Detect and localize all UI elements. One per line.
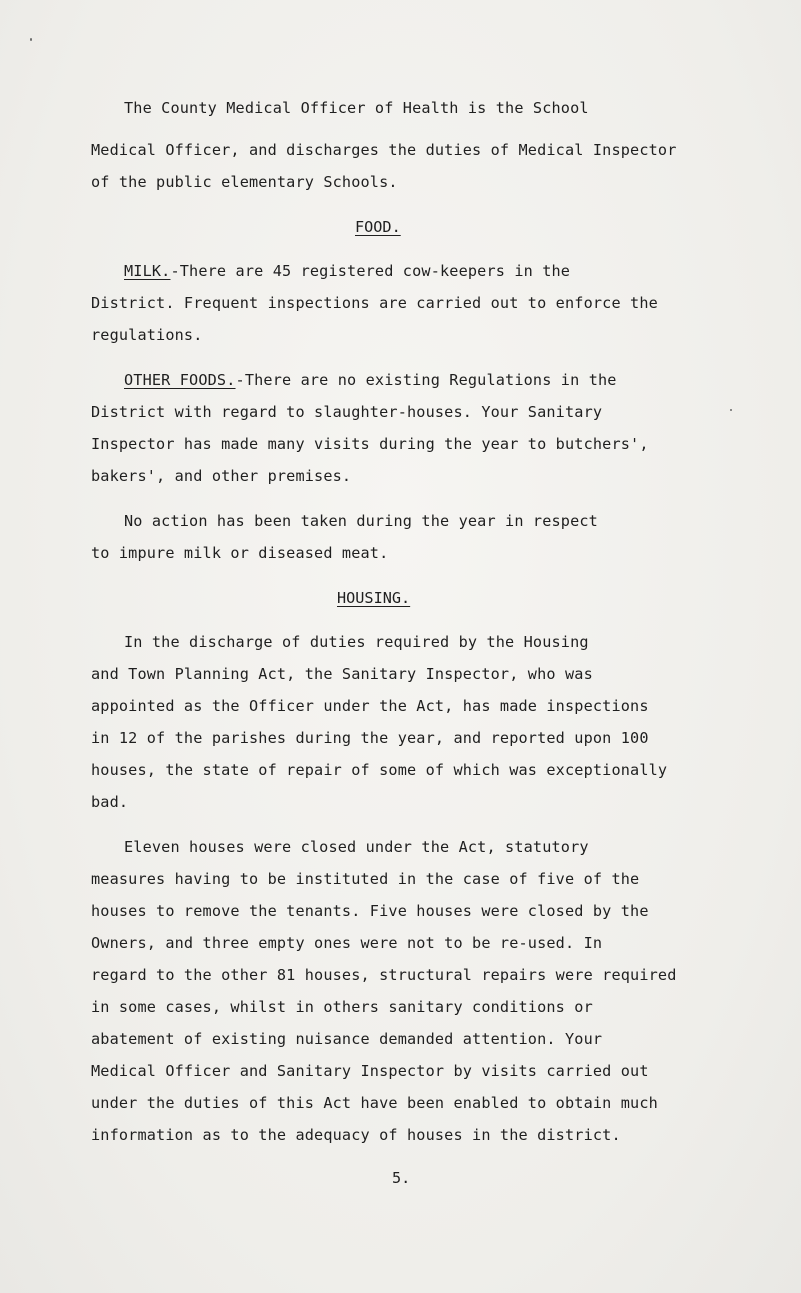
other-foods-line: District with regard to slaughter-houses. Your Sanitary (91, 403, 603, 421)
other-foods-line: Inspector has made many visits during the year to butchers', (91, 435, 649, 453)
housing-para2-line: regard to the other 81 houses, structural repairs were required (91, 966, 677, 984)
other-foods-line: bakers', and other premises. (91, 467, 352, 485)
other-foods-line-first (124, 370, 617, 390)
intro-line: of the public elementary Schools. (91, 173, 398, 191)
intro-line: The County Medical Officer of Health is the School (124, 99, 589, 117)
housing-para1-line: In the discharge of duties required by the Housing (124, 633, 589, 651)
scan-speck (30, 38, 32, 41)
housing-para2-line: abatement of existing nuisance demanded attention. Your (91, 1030, 603, 1048)
housing-para2-line: Eleven houses were closed under the Act, statutory (124, 838, 589, 856)
housing-para2-line: measures having to be instituted in the case of five of the (91, 870, 640, 888)
milk-line: regulations. (91, 326, 203, 344)
no-action-line: to impure milk or diseased meat. (91, 544, 389, 562)
no-action-line: No action has been taken during the year in respect (124, 512, 598, 530)
milk-label: MILK. (124, 262, 171, 280)
housing-para1-line: and Town Planning Act, the Sanitary Inspector, who was (91, 665, 593, 683)
housing-heading: HOUSING. (337, 589, 411, 607)
housing-para2-line: Medical Officer and Sanitary Inspector by visits carried out (91, 1062, 649, 1080)
housing-para2-line: information as to the adequacy of houses in the district. (91, 1126, 621, 1144)
housing-para1-line: houses, the state of repair of some of which was exceptionally (91, 761, 668, 779)
housing-para1-line: in 12 of the parishes during the year, and reported upon 100 (91, 729, 649, 747)
scan-speck (730, 409, 732, 411)
page-number: 5. (392, 1169, 411, 1187)
milk-line-rest: -There are 45 registered cow-keepers in the (170, 262, 571, 280)
milk-line: District. Frequent inspections are carried out to enforce the (91, 294, 658, 312)
food-heading: FOOD. (355, 218, 401, 236)
other-foods-line-rest: -There are no existing Regulations in the (235, 371, 617, 389)
intro-line: Medical Officer, and discharges the duties of Medical Inspector (91, 141, 677, 159)
housing-para1-line: appointed as the Officer under the Act, has made inspections (91, 697, 649, 715)
milk-line-first (124, 261, 570, 281)
housing-para2-line: in some cases, whilst in others sanitary conditions or (91, 998, 593, 1016)
housing-para2-line: Owners, and three empty ones were not to be re-used. In (91, 934, 603, 952)
housing-para1-line: bad. (91, 793, 129, 811)
other-foods-label: OTHER FOODS. (124, 371, 236, 389)
housing-para2-line: under the duties of this Act have been enabled to obtain much (91, 1094, 658, 1112)
housing-para2-line: houses to remove the tenants. Five houses were closed by the (91, 902, 649, 920)
